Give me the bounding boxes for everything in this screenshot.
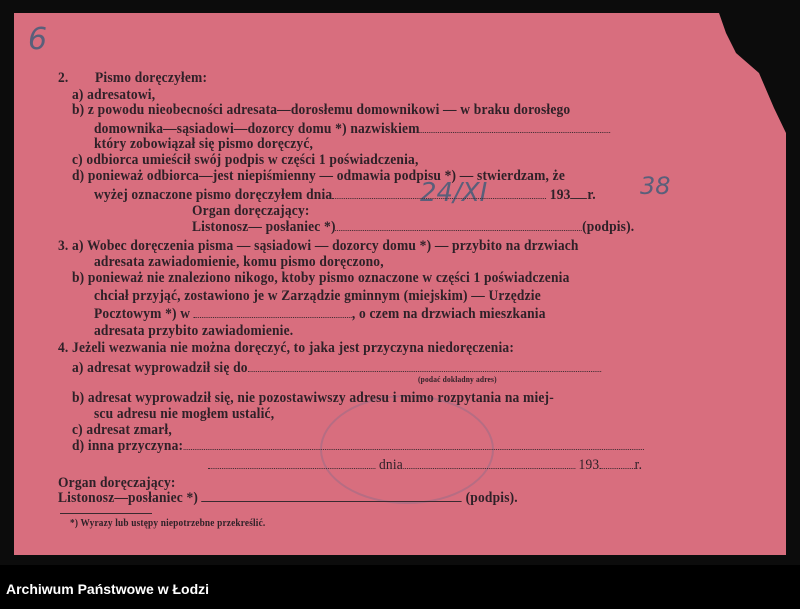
section4-organ: Organ doręczający: [58, 475, 176, 491]
section4-a-hint: (podać dokładny adres) [418, 375, 497, 384]
handwritten-page-number: 6 [28, 22, 48, 57]
footnote: *) Wyrazy lub ustępy niepotrzebne przekreślić. [70, 518, 266, 529]
section3-b2: chciał przyjąć, zostawiono je w Zarządzie gminnym (miejskim) — Urzędzie [94, 288, 541, 304]
section2-number: 2. [58, 70, 69, 86]
section4-b1: b) adresat wyprowadził się, nie pozostawiwszy adresu i mimo rozpytania na miej- [72, 390, 554, 406]
section2-d1: d) ponieważ odbiorca—jest niepiśmienny — odmawia podpisu *) — stwierdzam, że [72, 168, 566, 184]
footer-bar [0, 565, 800, 609]
section2-organ: Organ doręczający: [192, 203, 310, 219]
section2-b2: domownika—sąsiadowi—dozorcy domu *) nazwiskiem [94, 121, 610, 138]
section3-a1: 3. a) Wobec doręczenia pisma — sąsiadowi — dozorcy domu *) — przybito na drzwiach [58, 238, 579, 254]
section4-c: c) adresat zmarł, [72, 422, 172, 438]
section4-listonosz: Listonosz—posłaniec *) (podpis). [58, 490, 518, 506]
section3-a2: adresata zawiadomienie, komu pismo doręczono, [94, 254, 384, 270]
section2-b3: który zobowiązał się pismo doręczyć, [94, 136, 314, 152]
archive-name: Archiwum Państwowe w Łodzi [6, 581, 210, 597]
section2-d2: wyżej oznaczone pismo doręczyłem dnia 193 r. [94, 187, 596, 203]
handwritten-date: 24/XI [420, 178, 488, 208]
section2-c: c) odbiorca umieścił swój podpis w części 1 poświadczenia, [72, 152, 419, 168]
section3-b1: b) ponieważ nie znaleziono nikogo, ktoby pismo oznaczone w części 1 poświadczenia [72, 270, 570, 286]
section3-b3: Pocztowym *) w , o czem na drzwiach mieszkania [94, 306, 546, 322]
section4-d: d) inna przyczyna: [72, 438, 644, 455]
section2-heading: Pismo doręczyłem: [95, 70, 208, 86]
section2-a: a) adresatowi, [72, 87, 156, 103]
handwritten-year: 38 [640, 172, 671, 200]
section4-date-line: dnia 193 r. [208, 457, 642, 474]
section4-b2: scu adresu nie mogłem ustalić, [94, 406, 275, 422]
section2-b1: b) z powodu nieobecności adresata—dorosłemu domownikowi — w braku dorosłego [72, 102, 571, 118]
section3-b4: adresata przybito zawiadomienie. [94, 323, 294, 339]
footnote-divider [60, 513, 152, 514]
section2-listonosz: Listonosz— posłaniec *) (podpis). [192, 219, 635, 235]
section4-heading: 4. Jeżeli wezwania nie można doręczyć, to jaka jest przyczyna niedoręczenia: [58, 340, 515, 356]
section4-a: a) adresat wyprowadził się do [72, 360, 601, 377]
